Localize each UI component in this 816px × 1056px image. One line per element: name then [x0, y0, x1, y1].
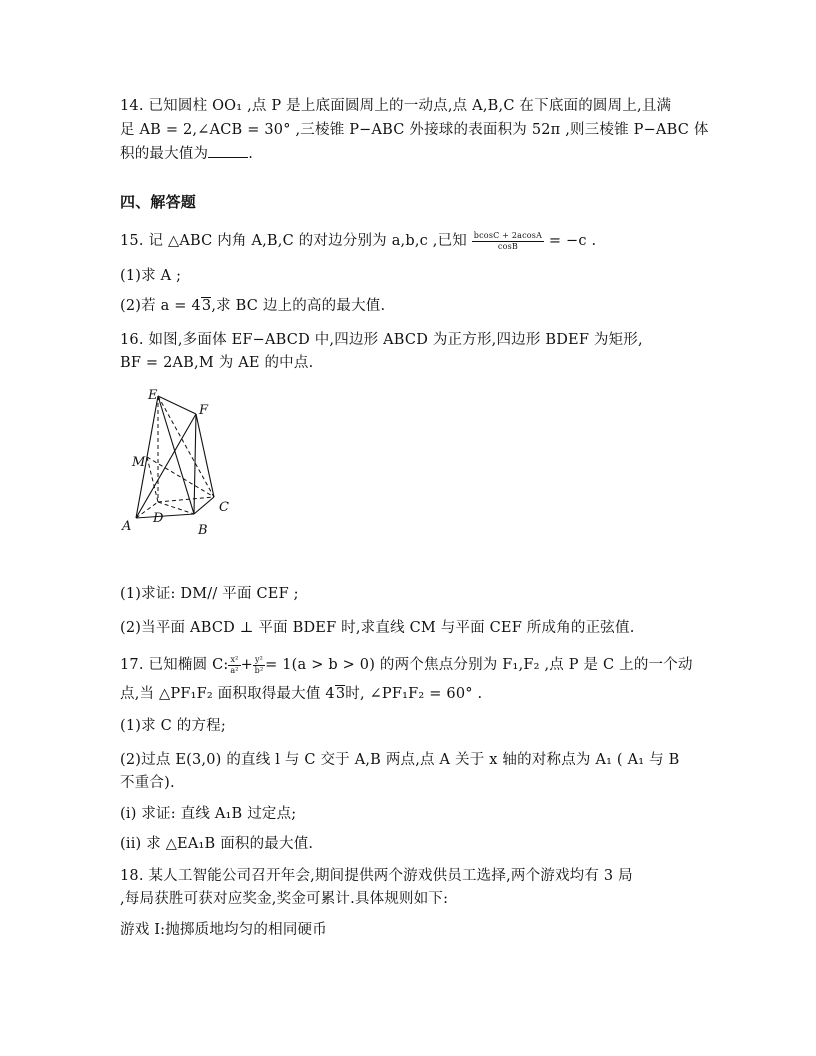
- section-heading: 四、解答题: [120, 193, 197, 211]
- q17-line-1-text: 17. 已知椭圆 C:: [120, 657, 229, 673]
- q14-line-3-text: 积的最大值为: [120, 146, 209, 162]
- q14-line-1: 14. 已知圆柱 OO₁ ,点 P 是上底面圆周上的一动点,点 A,B,C 在下底面的圆周上,且满: [120, 98, 672, 114]
- label-E: E: [148, 388, 158, 403]
- q14-line-3-end: .: [248, 146, 254, 162]
- q18-line-3: 游戏 I:抛掷质地均匀的相同硬币: [120, 922, 327, 938]
- q15-fraction-denominator: cosB: [497, 241, 518, 251]
- q17-part-2-line-1: (2)过点 E(3,0) 的直线 l 与 C 交于 A,B 两点,点 A 关于 x 轴的对称点为 A₁ ( A₁ 与 B: [120, 752, 680, 768]
- label-M: M: [132, 455, 146, 470]
- label-A: A: [122, 519, 132, 534]
- q17-part-1: (1)求 C 的方程;: [120, 718, 226, 734]
- q15-stem: [120, 228, 596, 254]
- ellipse-x-fraction: [228, 655, 240, 676]
- label-C: C: [219, 500, 229, 515]
- q18-line-1: 18. 某人工智能公司召开年会,期间提供两个游戏供员工选择,两个游戏均有 3 局: [120, 868, 633, 884]
- answer-blank: [208, 143, 248, 158]
- q14-line-3: [120, 143, 253, 164]
- q15-stem-text: 15. 记 △ABC 内角 A,B,C 的对边分别为 a,b,c ,已知: [120, 233, 467, 249]
- q17-sub-ii: (ii) 求 △EA₁B 面积的最大值.: [120, 836, 314, 852]
- q17-line-1-end: = 1(a > b > 0) 的两个焦点分别为 F₁,F₂ ,点 P 是 C 上的一个动: [265, 657, 693, 673]
- ellipse-y-fraction: [253, 655, 265, 676]
- q16-part-1: (1)求证: DM// 平面 CEF ;: [120, 586, 299, 602]
- q15-part-2-end: ,求 BC 边上的高的最大值.: [211, 298, 386, 314]
- q17-line-2: [120, 684, 482, 704]
- ellipse-x-numerator: x²: [230, 654, 239, 664]
- label-B: B: [198, 523, 208, 538]
- label-F: F: [199, 403, 209, 418]
- q15-fraction-numerator: bcosC + 2acosA: [473, 230, 543, 240]
- sqrt-radicand: 3: [201, 298, 212, 314]
- q17-line-2-end: 时, ∠PF₁F₂ = 60° .: [345, 686, 483, 702]
- q15-part-2: [120, 296, 385, 316]
- q17-line-1: 17. 已知椭圆 C: $\frac{\text{x²}}{\text{a²}}$ + $\frac{\text{y²}}{\text{b²}}$ = 1(a > b > 0) 的两个焦点分别为 F₁,F₂ ,点 P 是 C 上的一个动: [120, 654, 693, 675]
- ellipse-x-denominator: a²: [230, 665, 239, 675]
- q15-stem-end: = −c .: [548, 233, 597, 249]
- q14-line-2: 足 AB = 2,∠ACB = 30° ,三棱锥 P−ABC 外接球的表面积为 52π ,则三棱锥 P−ABC 体: [120, 122, 709, 138]
- q16-part-2: (2)当平面 ABCD ⊥ 平面 BDEF 时,求直线 CM 与平面 CEF 所成角的正弦值.: [120, 620, 635, 636]
- q15-part-1: (1)求 A ;: [120, 268, 182, 284]
- q17-sub-i: (i) 求证: 直线 A₁B 过定点;: [120, 806, 297, 822]
- q17-part-2-line-2: 不重合).: [120, 775, 175, 791]
- ellipse-y-numerator: y²: [254, 654, 264, 664]
- sqrt-radicand: 3: [335, 686, 346, 702]
- q18-line-2: ,每局获胜可获对应奖金,奖金可累计.具体规则如下:: [120, 891, 449, 907]
- q16-line-2: BF = 2AB,M 为 AE 的中点.: [120, 355, 314, 371]
- q15-fraction: [472, 231, 544, 252]
- q17-line-2-text: 点,当 △PF₁F₂ 面积取得最大值 4: [120, 686, 335, 702]
- q15-part-2-text: (2)若 a = 4: [120, 298, 201, 314]
- q16-line-1: 16. 如图,多面体 EF−ABCD 中,四边形 ABCD 为正方形,四边形 BDEF 为矩形,: [120, 332, 643, 348]
- polyhedron-figure: [118, 384, 248, 542]
- label-D: D: [153, 511, 164, 526]
- ellipse-y-denominator: b²: [254, 665, 264, 675]
